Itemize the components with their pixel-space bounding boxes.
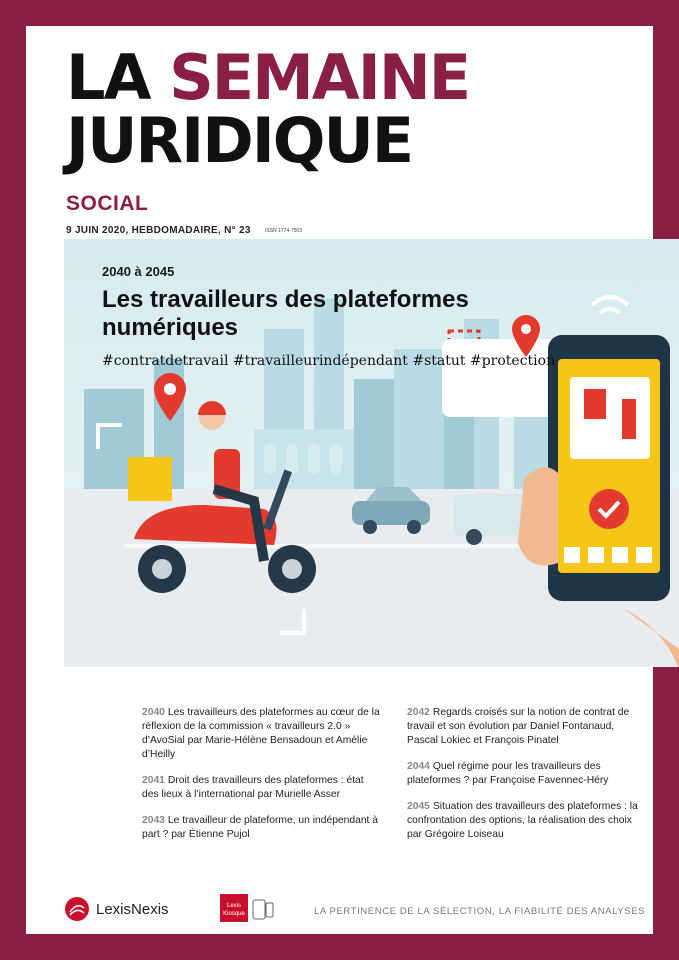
hero-kicker: 2040 à 2045 — [102, 264, 175, 279]
toc-entry[interactable]: 2042 Regards croisés sur la notion de contrat de travail et son évolution par Daniel Fontanaud, Pascal Lokiec et François Pinatel — [407, 707, 630, 746]
toc-entry[interactable]: 2040 Les travailleurs des plateformes au cœur de la réflexion de la commission « travailleurs 2.0 » d’AvoSial par Marie-Hélène Bensadoun et Amélie d’Heilly — [142, 707, 380, 760]
brand-name: LexisNexis — [96, 901, 169, 918]
toc-entry[interactable]: 2043 Le travailleur de plateforme, un indépendant à part ? par Étienne Pujol — [142, 815, 379, 840]
toc-entry[interactable]: 2041 Droit des travailleurs des plateformes : état des lieux à l’international par Murielle Asser — [142, 775, 364, 800]
toc-left — [142, 706, 382, 854]
hero-title: Les travailleurs des plateformes numériques — [102, 286, 469, 341]
slogan: LA PERTINENCE DE LA SÉLECTION, LA FIABILITÉ DES ANALYSES — [314, 906, 646, 917]
kiosque-badge[interactable]: Lexis Kiosque — [220, 894, 248, 922]
lexisnexis-logo-icon — [64, 896, 90, 922]
hero-illustration — [64, 239, 679, 667]
masthead-title: LA SEMAINE JURIDIQUE — [66, 41, 470, 177]
toc-right — [407, 706, 647, 854]
section-label: SOCIAL — [66, 192, 149, 215]
hero-tags: #contratdetravail #travailleurindépendant #statut #protection — [102, 353, 556, 369]
issue-date: 9 JUIN 2020, HEBDOMADAIRE, N° 23 — [66, 225, 251, 236]
devices-icon — [252, 897, 274, 921]
wifi-icon — [592, 297, 628, 313]
toc-entry[interactable]: 2045 Situation des travailleurs des plateformes : la confrontation des options, la réalisation des choix par Grégoire Loiseau — [407, 801, 638, 840]
footer — [62, 894, 646, 924]
toc-entry[interactable]: 2044 Quel régime pour les travailleurs des plateformes ? par Françoise Favennec-Héry — [407, 761, 609, 786]
issn: ISSN 1774-7503 — [265, 228, 302, 234]
